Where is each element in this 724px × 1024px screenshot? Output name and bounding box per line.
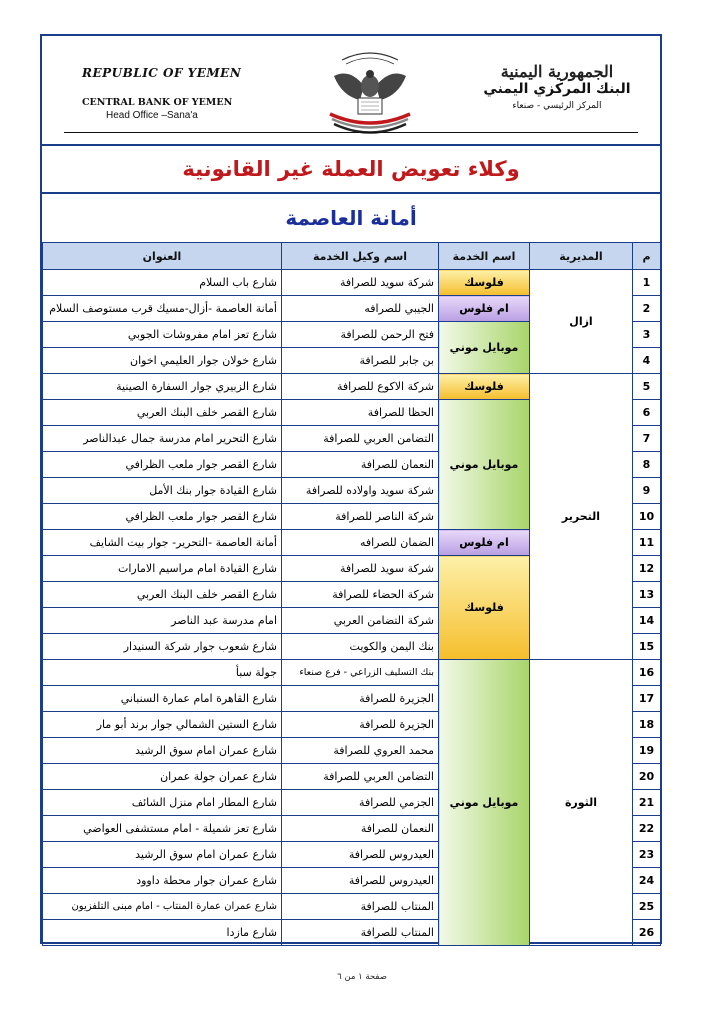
agent-name: التضامن العربي للصرافة: [282, 426, 439, 452]
agent-name: الجزيرة للصرافة: [282, 712, 439, 738]
table-row: [43, 270, 661, 296]
row-number: 14: [633, 608, 661, 634]
directorate-cell: الثورة: [530, 660, 633, 946]
directorate-cell: ازال: [530, 270, 633, 374]
agent-name: محمد العروي للصرافة: [282, 738, 439, 764]
row-number: 4: [633, 348, 661, 374]
row-number: 24: [633, 868, 661, 894]
yemen-emblem-icon: [320, 46, 420, 138]
agent-address: شارع تعز امام مفروشات الجوبي: [43, 322, 282, 348]
agent-address: شارع عمران جوار محطة داوود: [43, 868, 282, 894]
row-number: 18: [633, 712, 661, 738]
agent-name: الجزمي للصرافة: [282, 790, 439, 816]
agent-address: شارع مازدا: [43, 920, 282, 946]
table-row: [43, 660, 661, 686]
row-number: 15: [633, 634, 661, 660]
row-number: 21: [633, 790, 661, 816]
row-number: 17: [633, 686, 661, 712]
document-subtitle: أمانة العاصمة: [42, 192, 660, 242]
row-number: 9: [633, 478, 661, 504]
col-header-agent: اسم وكيل الخدمة: [282, 243, 439, 270]
row-number: 26: [633, 920, 661, 946]
agent-address: شارع تعز شميلة - امام مستشفى العواضي: [43, 816, 282, 842]
agent-address: شارع التحرير امام مدرسة جمال عبدالناصر: [43, 426, 282, 452]
agent-address: شارع عمران امام سوق الرشيد: [43, 842, 282, 868]
row-number: 3: [633, 322, 661, 348]
agent-address: شارع عمران جولة عمران: [43, 764, 282, 790]
service-cell: موبايل موني: [439, 660, 530, 946]
service-cell: ام فلوس: [439, 296, 530, 322]
agent-name: الضمان للصرافه: [282, 530, 439, 556]
agent-name: بنك التسليف الزراعي - فرع صنعاء: [282, 660, 439, 686]
service-cell: موبايل موني: [439, 322, 530, 374]
agent-address: شارع خولان جوار العليمي اخوان: [43, 348, 282, 374]
col-header-directorate: المديرية: [530, 243, 633, 270]
agent-address: شارع القصر جوار ملعب الظرافي: [43, 452, 282, 478]
row-number: 22: [633, 816, 661, 842]
page-footer: صفحة ١ من ٦: [337, 972, 387, 982]
agents-table: [42, 242, 661, 946]
document-frame: [40, 34, 662, 944]
agent-name: النعمان للصرافة: [282, 816, 439, 842]
row-number: 2: [633, 296, 661, 322]
row-number: 12: [633, 556, 661, 582]
agent-address: أمانة العاصمة -التحرير- جوار بيت الشايف: [43, 530, 282, 556]
english-letterhead: [82, 66, 272, 121]
row-number: 10: [633, 504, 661, 530]
agent-address: شارع شعوب جوار شركة السنيدار: [43, 634, 282, 660]
row-number: 20: [633, 764, 661, 790]
table-row: [43, 374, 661, 400]
agent-address: جولة سبأ: [43, 660, 282, 686]
agent-name: شركة سويد واولاده للصرافة: [282, 478, 439, 504]
agent-address: شارع القصر خلف البنك العربي: [43, 582, 282, 608]
agent-address: شارع القاهرة امام عمارة السنباني: [43, 686, 282, 712]
service-cell: موبايل موني: [439, 400, 530, 530]
row-number: 1: [633, 270, 661, 296]
agent-name: الحظا للصرافة: [282, 400, 439, 426]
agent-name: الجزيرة للصرافة: [282, 686, 439, 712]
agent-address: امام مدرسة عبد الناصر: [43, 608, 282, 634]
row-number: 13: [633, 582, 661, 608]
row-number: 25: [633, 894, 661, 920]
row-number: 11: [633, 530, 661, 556]
agent-address: شارع باب السلام: [43, 270, 282, 296]
agent-address: شارع القيادة جوار بنك الأمل: [43, 478, 282, 504]
agent-address: شارع القصر خلف البنك العربي: [43, 400, 282, 426]
office-name-ar: المركز الرئيسي - صنعاء: [512, 101, 602, 111]
office-name-en: Head Office –Sana'a: [106, 110, 198, 121]
bank-name-en: CENTRAL BANK OF YEMEN: [82, 97, 233, 108]
service-cell: ام فلوس: [439, 530, 530, 556]
row-number: 5: [633, 374, 661, 400]
agent-address: شارع عمران عمارة المنتاب - امام مبنى التلفزيون: [43, 894, 282, 920]
agent-name: المنتاب للصرافة: [282, 920, 439, 946]
row-number: 16: [633, 660, 661, 686]
agent-name: شركة سويد للصرافة: [282, 556, 439, 582]
agent-address: شارع القصر جوار ملعب الظرافي: [43, 504, 282, 530]
agent-name: شركة الحضاء للصرافة: [282, 582, 439, 608]
agent-name: التضامن العربي للصرافة: [282, 764, 439, 790]
agent-address: شارع عمران امام سوق الرشيد: [43, 738, 282, 764]
agent-name: شركة سويد للصرافة: [282, 270, 439, 296]
agent-name: العيدروس للصرافة: [282, 842, 439, 868]
agent-address: شارع القيادة امام مراسيم الامارات: [43, 556, 282, 582]
document-title: وكلاء تعويض العملة غير القانونية: [42, 144, 660, 192]
row-number: 7: [633, 426, 661, 452]
republic-name-en: REPUBLIC OF YEMEN: [82, 66, 242, 80]
agent-name: الجيبي للصرافه: [282, 296, 439, 322]
row-number: 6: [633, 400, 661, 426]
agent-address: أمانة العاصمة -أزال-مسيك قرب مستوصف السلام: [43, 296, 282, 322]
agent-name: بنك اليمن والكويت: [282, 634, 439, 660]
agent-name: بن جابر للصرافة: [282, 348, 439, 374]
col-header-address: العنوان: [43, 243, 282, 270]
row-number: 19: [633, 738, 661, 764]
agent-name: فتح الرحمن للصرافة: [282, 322, 439, 348]
row-number: 8: [633, 452, 661, 478]
service-cell: فلوسك: [439, 374, 530, 400]
service-cell: فلوسك: [439, 556, 530, 660]
agent-name: شركة التضامن العربي: [282, 608, 439, 634]
table-header-row: [43, 243, 661, 270]
agent-name: المنتاب للصرافة: [282, 894, 439, 920]
row-number: 23: [633, 842, 661, 868]
agent-name: العيدروس للصرافة: [282, 868, 439, 894]
agent-name: النعمان للصرافة: [282, 452, 439, 478]
republic-name-ar: الجمهورية اليمنية: [500, 62, 614, 81]
col-header-num: م: [633, 243, 661, 270]
letterhead-divider: [64, 132, 638, 133]
col-header-service: اسم الخدمة: [439, 243, 530, 270]
agent-address: شارع المطار امام منزل الشائف: [43, 790, 282, 816]
arabic-letterhead: [472, 62, 642, 111]
agent-name: شركة الناصر للصرافة: [282, 504, 439, 530]
letterhead: [42, 36, 660, 144]
agent-name: شركة الاكوع للصرافة: [282, 374, 439, 400]
bank-name-ar: البنك المركزي اليمني: [483, 81, 631, 97]
agent-address: شارع الزبيري جوار السفارة الصينية: [43, 374, 282, 400]
agent-address: شارع الستين الشمالي جوار برند أبو مار: [43, 712, 282, 738]
directorate-cell: التحرير: [530, 374, 633, 660]
service-cell: فلوسك: [439, 270, 530, 296]
